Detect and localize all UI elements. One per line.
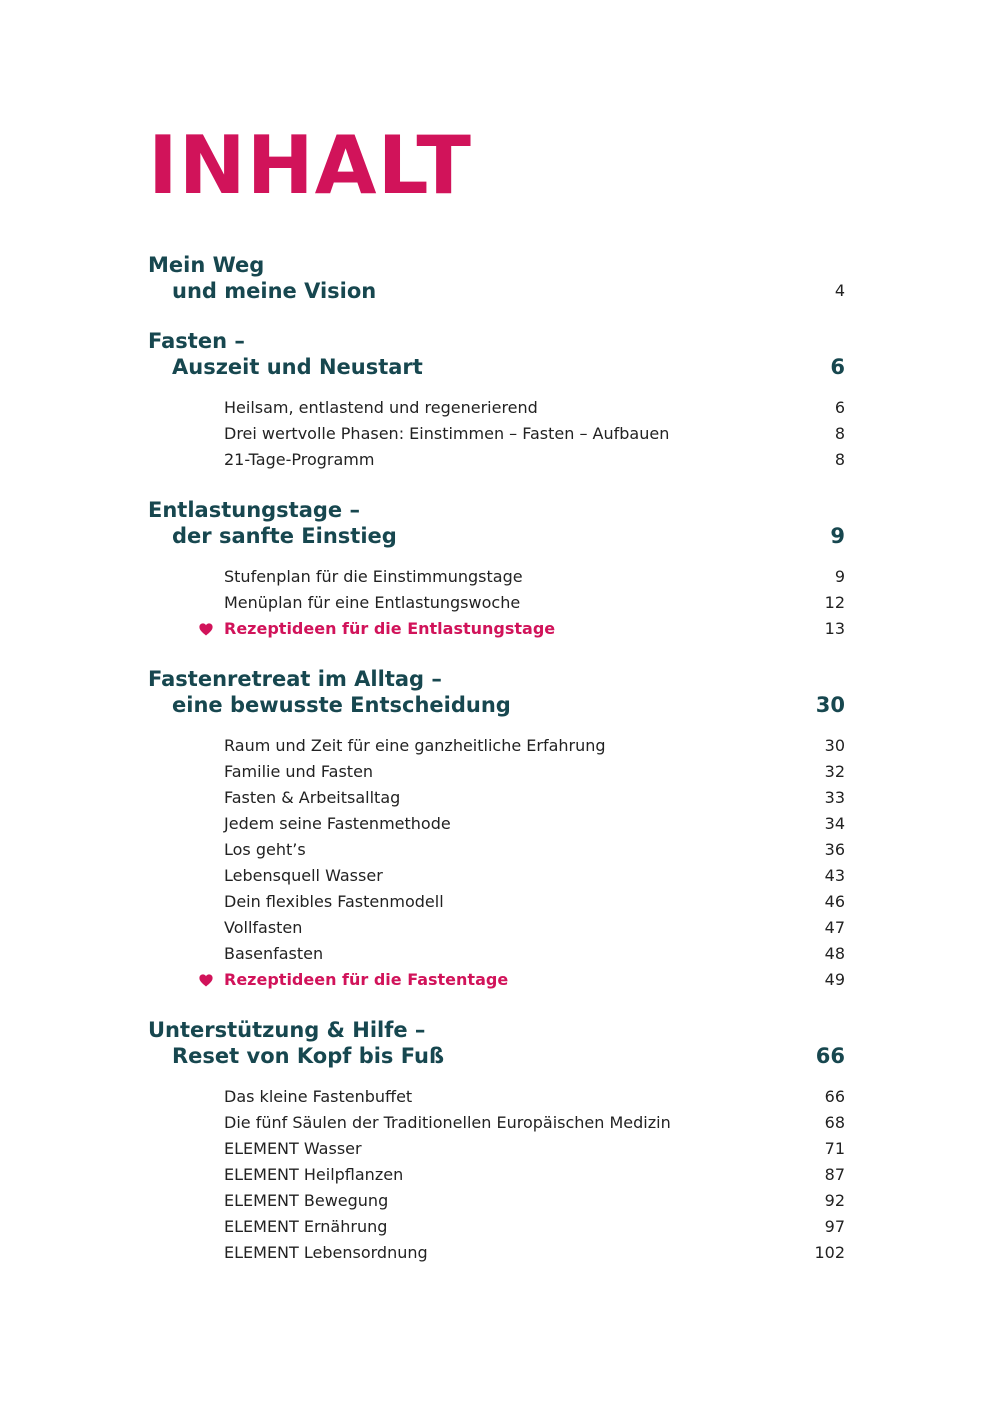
section-heading[interactable]	[148, 1017, 845, 1069]
section-heading-line1: Fasten –	[148, 329, 245, 353]
toc-entry[interactable]	[148, 1084, 845, 1110]
entry-title: ELEMENT Bewegung	[224, 1191, 389, 1210]
table-of-contents	[148, 252, 845, 1290]
entry-title: Drei wertvolle Phasen: Einstimmen – Fasten – Aufbauen	[224, 424, 670, 443]
entry-title: Familie und Fasten	[224, 762, 374, 781]
entry-list	[148, 733, 845, 993]
toc-entry[interactable]	[148, 1162, 845, 1188]
section-page-number: 4	[834, 281, 845, 300]
section-page-number: 30	[815, 693, 845, 717]
entry-page-number: 87	[824, 1165, 845, 1184]
entry-page-number: 33	[824, 788, 845, 807]
section-heading[interactable]	[148, 252, 845, 304]
section-heading-line2: Auszeit und Neustart	[172, 355, 423, 379]
toc-entry[interactable]	[148, 733, 845, 759]
toc-section-fastenretreat	[148, 666, 845, 993]
toc-entry-recipe[interactable]	[148, 967, 845, 993]
entry-page-number: 47	[824, 918, 845, 937]
entry-page-number: 8	[834, 424, 845, 443]
toc-entry[interactable]	[148, 1214, 845, 1240]
toc-entry[interactable]	[148, 590, 845, 616]
toc-entry[interactable]	[148, 785, 845, 811]
entry-title: Rezeptideen für die Fastentage	[224, 970, 509, 989]
toc-entry[interactable]	[148, 395, 845, 421]
toc-entry[interactable]	[148, 837, 845, 863]
entry-page-number: 71	[824, 1139, 845, 1158]
entry-page-number: 43	[824, 866, 845, 885]
entry-title: Heilsam, entlastend und regenerierend	[224, 398, 538, 417]
entry-title: Stufenplan für die Einstimmungstage	[224, 567, 523, 586]
section-heading[interactable]	[148, 497, 845, 549]
toc-entry[interactable]	[148, 564, 845, 590]
toc-entry[interactable]	[148, 1188, 845, 1214]
toc-section-unterstuetzung	[148, 1017, 845, 1266]
entry-page-number: 66	[824, 1087, 845, 1106]
page-title: INHALT	[148, 119, 472, 212]
entry-page-number: 36	[824, 840, 845, 859]
entry-title: Vollfasten	[224, 918, 303, 937]
entry-title: Das kleine Fastenbuffet	[224, 1087, 413, 1106]
entry-title: ELEMENT Wasser	[224, 1139, 362, 1158]
section-heading[interactable]	[148, 328, 845, 380]
entry-page-number: 13	[824, 619, 845, 638]
entry-title: Rezeptideen für die Entlastungstage	[224, 619, 556, 638]
entry-title: ELEMENT Lebensordnung	[224, 1243, 428, 1262]
toc-entry[interactable]	[148, 889, 845, 915]
toc-section-fasten	[148, 328, 845, 473]
entry-page-number: 9	[834, 567, 845, 586]
entry-page-number: 32	[824, 762, 845, 781]
entry-title: Dein flexibles Fastenmodell	[224, 892, 444, 911]
entry-title: ELEMENT Heilpflanzen	[224, 1165, 404, 1184]
section-heading-line2: der sanfte Einstieg	[172, 524, 397, 548]
entry-title: Lebensquell Wasser	[224, 866, 383, 885]
section-heading-line1: Fastenretreat im Alltag –	[148, 667, 442, 691]
entry-page-number: 34	[824, 814, 845, 833]
entry-page-number: 102	[814, 1243, 845, 1262]
section-heading-line1: Mein Weg	[148, 253, 265, 277]
section-heading-line2: und meine Vision	[172, 279, 377, 303]
entry-page-number: 46	[824, 892, 845, 911]
entry-page-number: 6	[834, 398, 845, 417]
entry-title: 21-Tage-Programm	[224, 450, 375, 469]
toc-entry[interactable]	[148, 1110, 845, 1136]
toc-entry[interactable]	[148, 759, 845, 785]
entry-page-number: 48	[824, 944, 845, 963]
section-page-number: 6	[830, 355, 845, 379]
section-page-number: 66	[815, 1044, 845, 1068]
entry-title: Die fünf Säulen der Traditionellen Europäischen Medizin	[224, 1113, 671, 1132]
toc-entry[interactable]	[148, 421, 845, 447]
entry-list	[148, 1084, 845, 1266]
toc-entry-recipe[interactable]	[148, 616, 845, 642]
toc-entry[interactable]	[148, 811, 845, 837]
entry-page-number: 92	[824, 1191, 845, 1210]
toc-entry[interactable]	[148, 1240, 845, 1266]
toc-section-mein-weg	[148, 252, 845, 304]
entry-title: Menüplan für eine Entlastungswoche	[224, 593, 521, 612]
section-heading-line1: Entlastungstage –	[148, 498, 360, 522]
section-heading[interactable]	[148, 666, 845, 718]
section-page-number: 9	[830, 524, 845, 548]
section-heading-line2: Reset von Kopf bis Fuß	[172, 1044, 445, 1068]
entry-page-number: 97	[824, 1217, 845, 1236]
entry-page-number: 8	[834, 450, 845, 469]
entry-page-number: 30	[824, 736, 845, 755]
entry-page-number: 49	[824, 970, 845, 989]
entry-title: ELEMENT Ernährung	[224, 1217, 388, 1236]
entry-title: Basenfasten	[224, 944, 324, 963]
toc-entry[interactable]	[148, 941, 845, 967]
toc-entry[interactable]	[148, 863, 845, 889]
section-heading-line1: Unterstützung & Hilfe –	[148, 1018, 426, 1042]
toc-entry[interactable]	[148, 447, 845, 473]
entry-list	[148, 564, 845, 642]
toc-entry[interactable]	[148, 915, 845, 941]
heart-icon	[199, 623, 213, 636]
toc-entry[interactable]	[148, 1136, 845, 1162]
entry-page-number: 68	[824, 1113, 845, 1132]
entry-title: Jedem seine Fastenmethode	[224, 814, 451, 833]
entry-title: Los geht’s	[224, 840, 306, 859]
entry-title: Raum und Zeit für eine ganzheitliche Erfahrung	[224, 736, 606, 755]
section-heading-line2: eine bewusste Entscheidung	[172, 693, 511, 717]
toc-section-entlastungstage	[148, 497, 845, 642]
heart-icon	[199, 974, 213, 987]
entry-page-number: 12	[824, 593, 845, 612]
entry-title: Fasten & Arbeitsalltag	[224, 788, 401, 807]
entry-list	[148, 395, 845, 473]
